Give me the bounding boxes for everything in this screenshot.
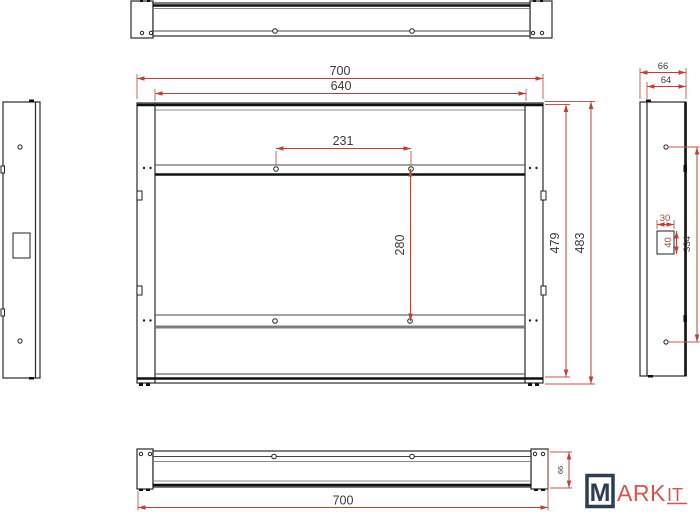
hole (274, 167, 279, 172)
hole (18, 145, 22, 149)
dim-front-inner-width: 640 (330, 79, 352, 93)
dim-front-height-outer: 483 (573, 232, 587, 254)
hole (272, 454, 277, 459)
dim-cutout-height: 40 (663, 237, 674, 248)
logo-word-suffix: IT (667, 485, 683, 505)
dim-side-depth-outer: 66 (657, 61, 669, 72)
brand-logo (587, 476, 687, 508)
dim-side-hole-pitch: 334 (682, 236, 693, 252)
left-side-view (1, 100, 40, 380)
dim-front-width: 700 (329, 64, 351, 78)
hole (664, 145, 668, 149)
top-view (131, 0, 552, 38)
front-view (137, 64, 595, 386)
left-side-cutout (13, 233, 30, 258)
hole (410, 454, 415, 459)
logo-word-main: ARK (617, 480, 666, 506)
hole (273, 29, 278, 34)
hole (410, 29, 415, 34)
dim-bottom-width: 700 (332, 493, 354, 508)
dim-front-height-inner: 479 (548, 232, 562, 254)
top-view-tabs (140, 0, 543, 2)
dim-cutout-width: 30 (659, 213, 671, 224)
right-side-view (640, 61, 700, 378)
hole (18, 339, 22, 343)
dim-hole-pitch-horizontal: 231 (332, 134, 354, 148)
dim-bottom-depth: 66 (556, 465, 565, 475)
hole (273, 319, 278, 324)
dim-side-depth-inner: 64 (660, 75, 672, 86)
hole (664, 340, 668, 344)
logo-monogram: M (589, 479, 611, 507)
bottom-view-feet (139, 489, 545, 492)
dim-hole-pitch-vertical: 280 (393, 234, 407, 256)
bottom-view (137, 449, 572, 511)
